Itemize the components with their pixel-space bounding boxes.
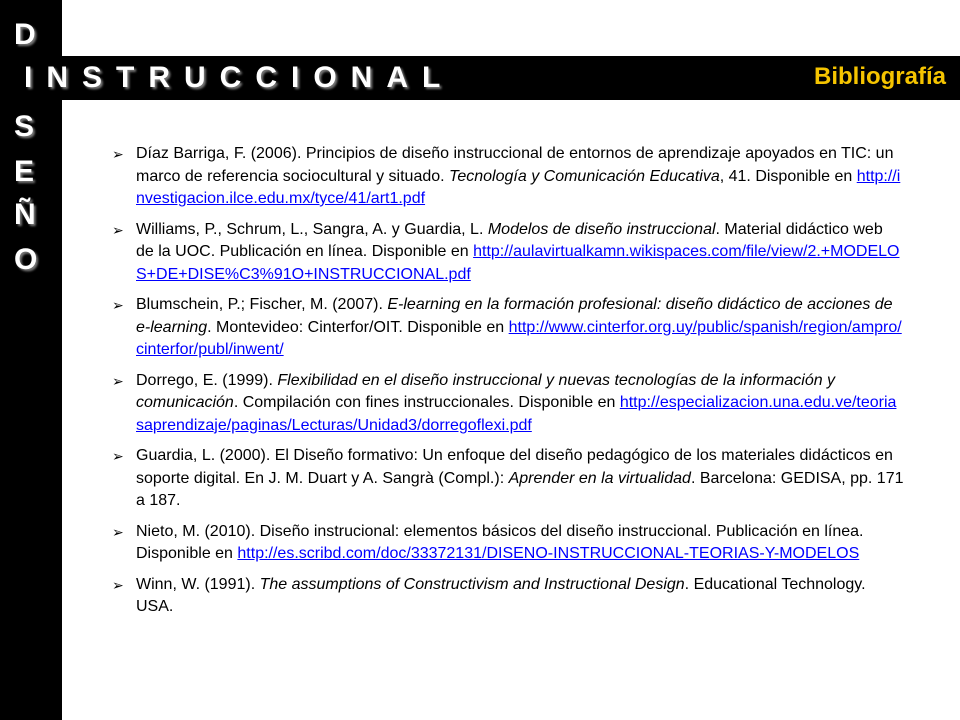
reference-item (112, 445, 904, 513)
vertical-letter-o: O (14, 243, 38, 276)
reference-text: Nieto, M. (2010). Diseño instrucional: elementos básicos del diseño instruccional. Publicación en línea. Disponible en (136, 522, 864, 562)
reference-text: Blumschein, P.; Fischer, M. (2007). (136, 296, 388, 313)
reference-item (112, 521, 904, 566)
arrow-bullet-icon: ➢ (112, 146, 124, 162)
reference-title: Tecnología y Comunicación Educativa (449, 167, 720, 185)
reference-text: . Material didáctico web de la UOC. Publicación en línea. Disponible en (136, 220, 883, 260)
reference-title: Flexibilidad en el diseño instruccional y nuevas tecnologías de la información y comunicación (136, 371, 836, 411)
reference-text: . Montevideo: Cinterfor/OIT. Disponible en (207, 318, 509, 336)
vertical-letter-d: D (14, 18, 36, 51)
arrow-bullet-icon: ➢ (112, 576, 124, 593)
reference-link[interactable]: http://aulavirtualkamn.wikispaces.com/file/view/2.+MODELOS+DE+DISE%C3%91O+INSTRUCCIONAL.pdf (136, 243, 900, 283)
reference-text: Winn, W. (1991). (136, 575, 260, 593)
reference-text: Dorrego, E. (1999). (136, 371, 278, 389)
reference-link[interactable]: http://es.scribd.com/doc/33372131/DISENO-INSTRUCCIONAL-TEORIAS-Y-MODELOS (237, 545, 860, 562)
reference-item (112, 294, 904, 362)
bibliography-list (112, 143, 904, 627)
arrow-bullet-icon: ➢ (112, 523, 124, 540)
section-title: Bibliografía (813, 63, 946, 90)
horizontal-word-instruccional: INSTRUCCIONAL (24, 61, 455, 94)
reference-title: Modelos de diseño instruccional (487, 220, 716, 238)
reference-link[interactable]: http://investigacion.ilce.edu.mx/tyce/41/art1.pdf (136, 167, 901, 207)
reference-text: . Educational Technology. USA. (136, 575, 866, 615)
reference-link[interactable]: http://especializacion.una.edu.ve/teoriasaprendizaje/paginas/Lecturas/Unidad3/dorregoflexi.pdf (136, 394, 897, 434)
vertical-letter-s: S (14, 110, 35, 143)
reference-text: , 41. Disponible en (719, 167, 857, 185)
arrow-bullet-icon: ➢ (112, 448, 124, 464)
arrow-bullet-icon: ➢ (112, 297, 124, 313)
reference-text: . Barcelona: GEDISA, pp. 171 a 187. (136, 469, 904, 509)
reference-item (112, 219, 904, 287)
left-black-bar (0, 0, 62, 720)
arrow-bullet-icon: ➢ (112, 221, 124, 238)
reference-text: Guardia, L. (2000). El Diseño formativo: Un enfoque del diseño pedagógico de los materiales didácticos en soporte digital. En J. M. Duart y A. Sangrà (Compl.): (136, 447, 893, 487)
reference-title: The assumptions of Constructivism and Instructional Design (259, 575, 685, 593)
reference-item (112, 143, 904, 211)
reference-title: Aprender en la virtualidad (508, 469, 691, 487)
reference-title: E-learning en la formación profesional: diseño didáctico de acciones de e-learning (136, 296, 893, 336)
vertical-letter-e: E (14, 155, 35, 188)
reference-item (112, 370, 904, 438)
reference-text: Williams, P., Schrum, L., Sangra, A. y Guardia, L. (136, 220, 488, 238)
reference-text: . Compilación con fines instruccionales. Disponible en (233, 394, 620, 411)
arrow-bullet-icon: ➢ (112, 372, 124, 389)
reference-link[interactable]: http://www.cinterfor.org.uy/public/spanish/region/ampro/cinterfor/publ/inwent/ (136, 318, 902, 358)
reference-text: Díaz Barriga, F. (2006). Principios de diseño instruccional de entornos de aprendizaje apoyados en TIC: un marco de referencia sociocultural y situado. (136, 145, 894, 185)
vertical-letter-n-tilde: Ñ (14, 198, 36, 231)
reference-item (112, 574, 904, 619)
